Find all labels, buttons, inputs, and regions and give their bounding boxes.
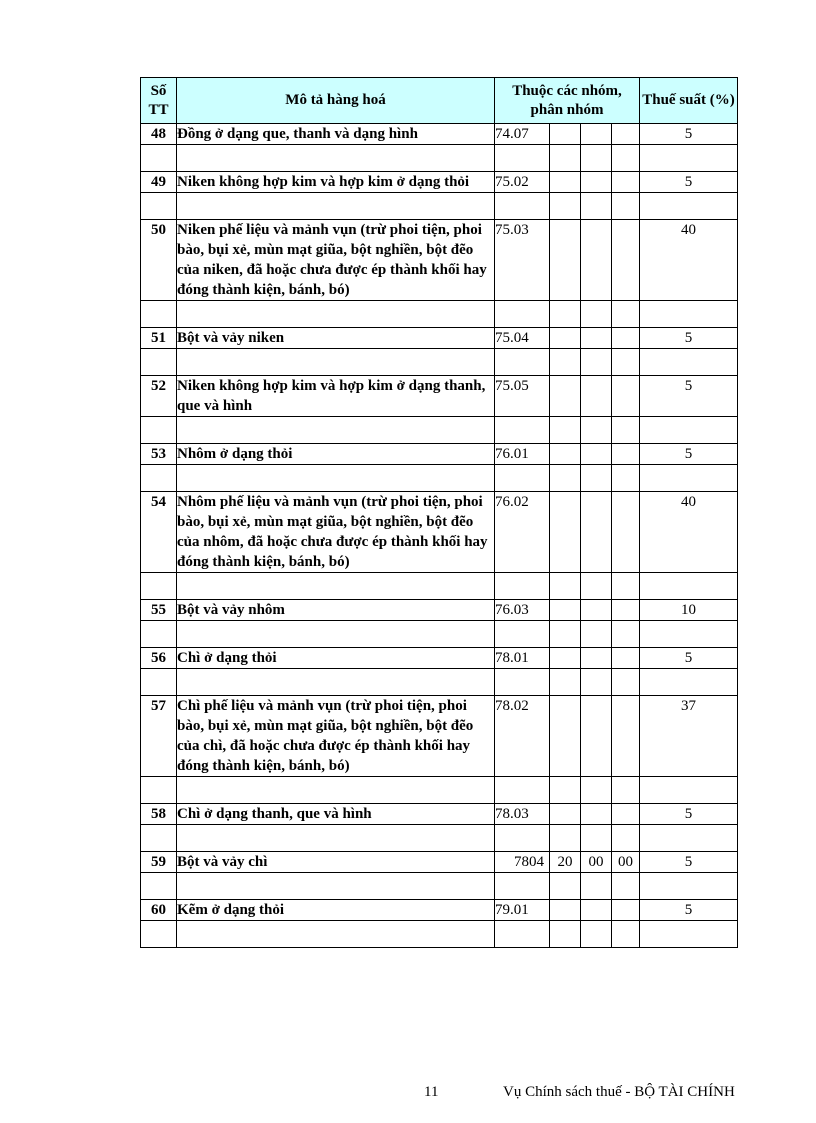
blank-cell bbox=[581, 349, 612, 376]
row-rate: 10 bbox=[640, 600, 738, 621]
blank-cell bbox=[141, 825, 177, 852]
blank-cell bbox=[141, 193, 177, 220]
row-stt: 57 bbox=[141, 696, 177, 777]
blank-cell bbox=[640, 873, 738, 900]
row-rate: 5 bbox=[640, 648, 738, 669]
row-subheading-3 bbox=[612, 804, 640, 825]
blank-cell bbox=[495, 621, 550, 648]
row-stt: 48 bbox=[141, 124, 177, 145]
blank-cell bbox=[177, 193, 495, 220]
blank-cell bbox=[495, 145, 550, 172]
row-code: 76.03 bbox=[495, 600, 550, 621]
table-row bbox=[141, 696, 738, 777]
row-subheading-3 bbox=[612, 172, 640, 193]
blank-cell bbox=[640, 573, 738, 600]
row-subheading-3 bbox=[612, 600, 640, 621]
row-code: 79.01 bbox=[495, 900, 550, 921]
row-stt: 55 bbox=[141, 600, 177, 621]
blank-cell bbox=[612, 669, 640, 696]
blank-cell bbox=[177, 349, 495, 376]
row-stt: 58 bbox=[141, 804, 177, 825]
blank-cell bbox=[581, 873, 612, 900]
blank-cell bbox=[640, 193, 738, 220]
row-stt: 52 bbox=[141, 376, 177, 417]
row-subheading-2 bbox=[581, 696, 612, 777]
blank-cell bbox=[141, 621, 177, 648]
blank-cell bbox=[640, 145, 738, 172]
table-row bbox=[141, 492, 738, 573]
row-description: Nhôm phế liệu và mảnh vụn (trừ phoi tiện, phoi bào, bụi xẻ, mùn mạt giũa, bột nghiền, bột đẽo của nhôm, đã hoặc chưa được ép thành khối hay đóng thành kiện, bánh, bó) bbox=[177, 492, 495, 573]
blank-cell bbox=[581, 465, 612, 492]
table-body bbox=[141, 124, 738, 948]
blank-row bbox=[141, 301, 738, 328]
row-subheading-2 bbox=[581, 492, 612, 573]
header-rate: Thuế suất (%) bbox=[640, 78, 738, 124]
blank-cell bbox=[141, 777, 177, 804]
blank-cell bbox=[495, 417, 550, 444]
blank-row bbox=[141, 873, 738, 900]
row-subheading-1 bbox=[550, 172, 581, 193]
blank-cell bbox=[141, 145, 177, 172]
blank-cell bbox=[612, 349, 640, 376]
row-subheading-2 bbox=[581, 600, 612, 621]
blank-cell bbox=[550, 301, 581, 328]
blank-row bbox=[141, 573, 738, 600]
blank-cell bbox=[640, 777, 738, 804]
row-rate: 5 bbox=[640, 172, 738, 193]
blank-cell bbox=[141, 301, 177, 328]
row-description: Đồng ở dạng que, thanh và dạng hình bbox=[177, 124, 495, 145]
row-subheading-2 bbox=[581, 220, 612, 301]
row-rate: 5 bbox=[640, 328, 738, 349]
table-row bbox=[141, 648, 738, 669]
row-code: 78.03 bbox=[495, 804, 550, 825]
blank-cell bbox=[550, 825, 581, 852]
table-row bbox=[141, 376, 738, 417]
table-row bbox=[141, 600, 738, 621]
row-stt: 59 bbox=[141, 852, 177, 873]
row-description: Bột và vảy niken bbox=[177, 328, 495, 349]
blank-row bbox=[141, 349, 738, 376]
blank-cell bbox=[141, 921, 177, 948]
row-subheading-1 bbox=[550, 696, 581, 777]
row-stt: 50 bbox=[141, 220, 177, 301]
blank-row bbox=[141, 921, 738, 948]
blank-cell bbox=[640, 417, 738, 444]
blank-cell bbox=[612, 301, 640, 328]
blank-cell bbox=[581, 417, 612, 444]
table-row bbox=[141, 444, 738, 465]
blank-cell bbox=[640, 921, 738, 948]
row-code: 75.02 bbox=[495, 172, 550, 193]
row-code: 75.04 bbox=[495, 328, 550, 349]
blank-cell bbox=[177, 921, 495, 948]
row-subheading-3 bbox=[612, 900, 640, 921]
blank-cell bbox=[612, 621, 640, 648]
row-subheading-2 bbox=[581, 328, 612, 349]
blank-cell bbox=[550, 777, 581, 804]
row-subheading-2 bbox=[581, 376, 612, 417]
row-rate: 5 bbox=[640, 900, 738, 921]
blank-cell bbox=[612, 573, 640, 600]
table-row bbox=[141, 172, 738, 193]
row-subheading-1 bbox=[550, 900, 581, 921]
blank-cell bbox=[581, 825, 612, 852]
row-subheading-1 bbox=[550, 648, 581, 669]
blank-cell bbox=[550, 873, 581, 900]
blank-cell bbox=[177, 873, 495, 900]
row-subheading-3 bbox=[612, 376, 640, 417]
blank-cell bbox=[495, 465, 550, 492]
row-stt: 56 bbox=[141, 648, 177, 669]
blank-cell bbox=[177, 465, 495, 492]
blank-cell bbox=[177, 301, 495, 328]
row-subheading-3 bbox=[612, 648, 640, 669]
row-subheading-1 bbox=[550, 600, 581, 621]
blank-cell bbox=[495, 777, 550, 804]
row-code: 75.03 bbox=[495, 220, 550, 301]
row-description: Chì ở dạng thanh, que và hình bbox=[177, 804, 495, 825]
row-rate: 5 bbox=[640, 804, 738, 825]
blank-cell bbox=[141, 573, 177, 600]
row-subheading-2 bbox=[581, 124, 612, 145]
blank-cell bbox=[550, 193, 581, 220]
row-code: 7804 bbox=[495, 852, 550, 873]
blank-cell bbox=[612, 193, 640, 220]
blank-cell bbox=[550, 465, 581, 492]
row-code: 78.01 bbox=[495, 648, 550, 669]
blank-cell bbox=[495, 301, 550, 328]
row-subheading-2 bbox=[581, 804, 612, 825]
blank-cell bbox=[141, 349, 177, 376]
blank-cell bbox=[495, 825, 550, 852]
blank-row bbox=[141, 417, 738, 444]
blank-cell bbox=[550, 145, 581, 172]
blank-row bbox=[141, 825, 738, 852]
blank-cell bbox=[550, 349, 581, 376]
table-row bbox=[141, 804, 738, 825]
blank-cell bbox=[612, 417, 640, 444]
row-subheading-3 bbox=[612, 328, 640, 349]
row-subheading-1: 20 bbox=[550, 852, 581, 873]
row-subheading-2: 00 bbox=[581, 852, 612, 873]
header-description: Mô tả hàng hoá bbox=[177, 78, 495, 124]
blank-cell bbox=[495, 669, 550, 696]
table-row bbox=[141, 900, 738, 921]
tariff-table bbox=[140, 77, 738, 948]
blank-cell bbox=[495, 921, 550, 948]
blank-cell bbox=[550, 669, 581, 696]
row-rate: 5 bbox=[640, 124, 738, 145]
row-description: Kẽm ở dạng thỏi bbox=[177, 900, 495, 921]
blank-cell bbox=[550, 417, 581, 444]
row-description: Bột và vảy chì bbox=[177, 852, 495, 873]
row-subheading-3 bbox=[612, 696, 640, 777]
row-rate: 40 bbox=[640, 492, 738, 573]
table-row bbox=[141, 852, 738, 873]
blank-cell bbox=[550, 621, 581, 648]
blank-cell bbox=[177, 573, 495, 600]
row-stt: 49 bbox=[141, 172, 177, 193]
table-row bbox=[141, 124, 738, 145]
blank-cell bbox=[495, 349, 550, 376]
blank-cell bbox=[141, 417, 177, 444]
blank-cell bbox=[581, 193, 612, 220]
blank-cell bbox=[612, 825, 640, 852]
row-rate: 40 bbox=[640, 220, 738, 301]
blank-cell bbox=[141, 873, 177, 900]
row-rate: 5 bbox=[640, 376, 738, 417]
blank-cell bbox=[177, 777, 495, 804]
blank-row bbox=[141, 669, 738, 696]
blank-cell bbox=[581, 621, 612, 648]
page-number: 11 bbox=[424, 1084, 439, 1100]
blank-cell bbox=[141, 465, 177, 492]
blank-cell bbox=[177, 417, 495, 444]
blank-cell bbox=[612, 777, 640, 804]
header-group: Thuộc các nhóm, phân nhóm bbox=[495, 78, 640, 124]
blank-cell bbox=[640, 621, 738, 648]
blank-cell bbox=[581, 573, 612, 600]
row-code: 76.01 bbox=[495, 444, 550, 465]
row-stt: 60 bbox=[141, 900, 177, 921]
blank-cell bbox=[581, 145, 612, 172]
row-subheading-1 bbox=[550, 124, 581, 145]
blank-cell bbox=[640, 349, 738, 376]
blank-cell bbox=[581, 921, 612, 948]
blank-row bbox=[141, 193, 738, 220]
row-description: Chì ở dạng thỏi bbox=[177, 648, 495, 669]
row-rate: 37 bbox=[640, 696, 738, 777]
blank-cell bbox=[550, 921, 581, 948]
row-code: 78.02 bbox=[495, 696, 550, 777]
row-subheading-2 bbox=[581, 444, 612, 465]
row-subheading-1 bbox=[550, 492, 581, 573]
blank-cell bbox=[177, 621, 495, 648]
blank-row bbox=[141, 465, 738, 492]
blank-cell bbox=[177, 145, 495, 172]
row-subheading-3 bbox=[612, 444, 640, 465]
blank-cell bbox=[177, 669, 495, 696]
row-subheading-1 bbox=[550, 376, 581, 417]
footer-text: Vụ Chính sách thuế - BỘ TÀI CHÍNH bbox=[503, 1084, 735, 1100]
row-code: 76.02 bbox=[495, 492, 550, 573]
blank-cell bbox=[495, 573, 550, 600]
row-stt: 54 bbox=[141, 492, 177, 573]
row-description: Niken không hợp kim và hợp kim ở dạng thỏi bbox=[177, 172, 495, 193]
row-description: Niken không hợp kim và hợp kim ở dạng thanh, que và hình bbox=[177, 376, 495, 417]
blank-cell bbox=[640, 825, 738, 852]
blank-row bbox=[141, 621, 738, 648]
blank-cell bbox=[581, 669, 612, 696]
row-subheading-1 bbox=[550, 220, 581, 301]
blank-cell bbox=[640, 669, 738, 696]
blank-cell bbox=[640, 301, 738, 328]
blank-cell bbox=[612, 873, 640, 900]
row-subheading-3 bbox=[612, 492, 640, 573]
row-subheading-2 bbox=[581, 172, 612, 193]
table-row bbox=[141, 328, 738, 349]
row-description: Nhôm ở dạng thỏi bbox=[177, 444, 495, 465]
row-rate: 5 bbox=[640, 852, 738, 873]
blank-cell bbox=[612, 465, 640, 492]
blank-cell bbox=[550, 573, 581, 600]
row-stt: 51 bbox=[141, 328, 177, 349]
row-description: Chì phế liệu và mảnh vụn (trừ phoi tiện, phoi bào, bụi xẻ, mùn mạt giũa, bột nghiền, bột đẽo của chì, đã hoặc chưa được ép thành khối hay đóng thành kiện, bánh, bó) bbox=[177, 696, 495, 777]
blank-cell bbox=[141, 669, 177, 696]
blank-cell bbox=[581, 301, 612, 328]
blank-cell bbox=[581, 777, 612, 804]
blank-cell bbox=[612, 145, 640, 172]
row-description: Bột và vảy nhôm bbox=[177, 600, 495, 621]
blank-cell bbox=[177, 825, 495, 852]
row-subheading-3 bbox=[612, 220, 640, 301]
row-stt: 53 bbox=[141, 444, 177, 465]
table-row bbox=[141, 220, 738, 301]
blank-cell bbox=[495, 873, 550, 900]
row-subheading-1 bbox=[550, 328, 581, 349]
blank-cell bbox=[495, 193, 550, 220]
blank-cell bbox=[640, 465, 738, 492]
row-description: Niken phế liệu và mảnh vụn (trừ phoi tiện, phoi bào, bụi xẻ, mùn mạt giũa, bột nghiền, bột đẽo của niken, đã hoặc chưa được ép thành khối hay đóng thành kiện, bánh, bó) bbox=[177, 220, 495, 301]
blank-row bbox=[141, 145, 738, 172]
header-stt: Số TT bbox=[141, 78, 177, 124]
row-subheading-2 bbox=[581, 900, 612, 921]
row-rate: 5 bbox=[640, 444, 738, 465]
blank-row bbox=[141, 777, 738, 804]
row-code: 74.07 bbox=[495, 124, 550, 145]
blank-cell bbox=[612, 921, 640, 948]
row-subheading-1 bbox=[550, 804, 581, 825]
row-code: 75.05 bbox=[495, 376, 550, 417]
row-subheading-2 bbox=[581, 648, 612, 669]
row-subheading-1 bbox=[550, 444, 581, 465]
row-subheading-3: 00 bbox=[612, 852, 640, 873]
row-subheading-3 bbox=[612, 124, 640, 145]
